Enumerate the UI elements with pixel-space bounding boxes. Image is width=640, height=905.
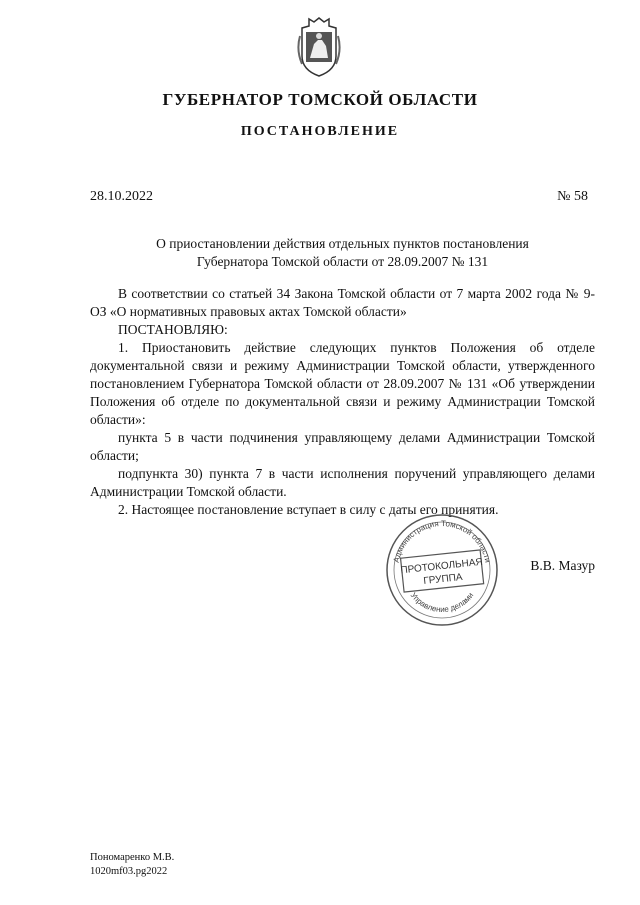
subject-line-2: Губернатора Томской области от 28.09.2007 № 131 [196,254,489,269]
coat-of-arms-emblem [296,16,342,78]
clause-1-paragraph: 1. Приостановить действие следующих пунктов Положения об отделе документальной связи и режиму Администрации Томской области, утвержденного постановлением Губернатора Томской области от 28.09.2007 № 131 «Об утверждении Положения об отделе по документальной связи и режиму Администрации Томской области»: [90,340,595,427]
preamble-paragraph: В соответствии со статьей 34 Закона Томской области от 7 марта 2002 года № 9-ОЗ «О нормативных правовых актах Томской области» [90,286,595,319]
official-stamp [384,512,500,628]
stamp-ring-top: Администрация Томской области [391,518,493,564]
document-type: ПОСТАНОВЛЕНИЕ [240,124,400,139]
document-date: 28.10.2022 [90,189,153,204]
authority-title: ГУБЕРНАТОР ТОМСКОЙ ОБЛАСТИ [162,90,478,109]
clause-1-item-a: пункта 5 в части подчинения управляющему делами Администрации Томской области; [90,430,595,463]
document-subject [90,235,595,271]
executor-name: Пономаренко М.В. [90,852,175,863]
stamp-center-line-1: ПРОТОКОЛЬНАЯ [400,556,484,577]
document-body [90,285,595,519]
document-footer [90,851,174,879]
signatory-name: В.В. Мазур [530,558,595,573]
subject-line-1: О приостановлении действия отдельных пунктов постановления [156,236,529,251]
document-number: № 58 [557,189,588,204]
file-code: 1020mf03.pg2022 [90,866,168,877]
stamp-center-line-2: ГРУППА [422,571,464,587]
clause-2-paragraph: 2. Настоящее постановление вступает в силу с даты его принятия. [118,502,499,517]
clause-1-item-b: подпункта 30) пункта 7 в части исполнения поручений управляющего делами Администрации Томской области. [90,466,595,499]
svg-text:Управление делами [409,591,476,614]
stamp-ring-bottom: Управление делами [408,590,476,615]
decree-word: ПОСТАНОВЛЯЮ: [118,322,228,337]
